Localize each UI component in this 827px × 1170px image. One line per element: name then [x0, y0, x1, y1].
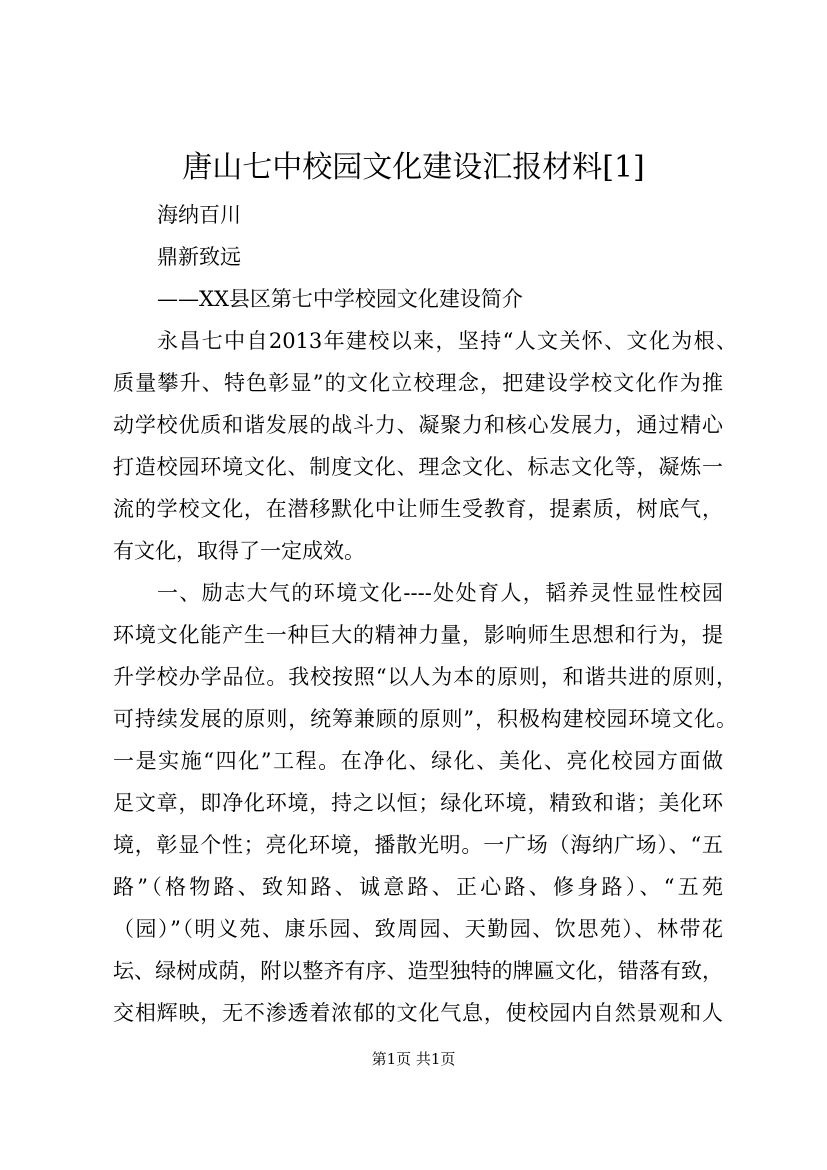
motto-line-2: 鼎新致远 — [157, 245, 241, 269]
paragraph1-line: 打造校园环境文化、制度文化、理念文化、标志文化等，凝炼一 — [113, 455, 723, 479]
paragraph2-line: 可持续发展的原则，统筹兼顾的原则”，积极构建校园环境文化。 — [113, 707, 737, 731]
paragraph1-line: 流的学校文化，在潜移默化中让师生受教育，提素质，树底气， — [113, 497, 723, 521]
paragraph2-line: 境，彰显个性；亮化环境，播散光明。一广场（海纳广场）、“五 — [113, 833, 723, 857]
paragraph1-line: 质量攀升、特色彰显”的文化立校理念，把建设学校文化作为推 — [113, 371, 723, 395]
paragraph1-line: 有文化，取得了一定成效。 — [113, 539, 365, 563]
page-number: 第1页 共1页 — [371, 1050, 456, 1068]
paragraph2-line: 坛、绿树成荫，附以整齐有序、造型独特的牌匾文化，错落有致， — [113, 959, 723, 983]
paragraph1-line: 永昌七中自2013年建校以来，坚持“人文关怀、文化为根、 — [157, 329, 737, 353]
document-title: 唐山七中校园文化建设汇报材料[1] — [182, 150, 645, 185]
paragraph2-line: 升学校办学品位。我校按照“以人为本的原则，和谐共进的原则， — [113, 665, 737, 689]
document-subtitle: ——XX县区第七中学校园文化建设简介 — [157, 287, 523, 311]
motto-line-1: 海纳百川 — [157, 203, 241, 227]
paragraph1-line: 动学校优质和谐发展的战斗力、凝聚力和核心发展力，通过精心 — [113, 413, 723, 437]
paragraph2-line: 一是实施“四化”工程。在净化、绿化、美化、亮化校园方面做 — [113, 749, 723, 773]
paragraph2-line: 一、励志大气的环境文化----处处育人，韬养灵性显性校园 — [157, 581, 723, 605]
paragraph2-line: 环境文化能产生一种巨大的精神力量，影响师生思想和行为，提 — [113, 623, 723, 647]
paragraph2-line: 足文章，即净化环境，持之以恒；绿化环境，精致和谐；美化环 — [113, 791, 723, 815]
paragraph2-line: （园）”（明义苑、康乐园、致周园、天勤园、饮思苑）、林带花 — [113, 917, 723, 941]
paragraph2-line: 交相辉映，无不渗透着浓郁的文化气息，使校园内自然景观和人 — [113, 1001, 723, 1025]
paragraph2-line: 路”（格物路、致知路、诚意路、正心路、修身路）、“五苑 — [113, 875, 723, 899]
